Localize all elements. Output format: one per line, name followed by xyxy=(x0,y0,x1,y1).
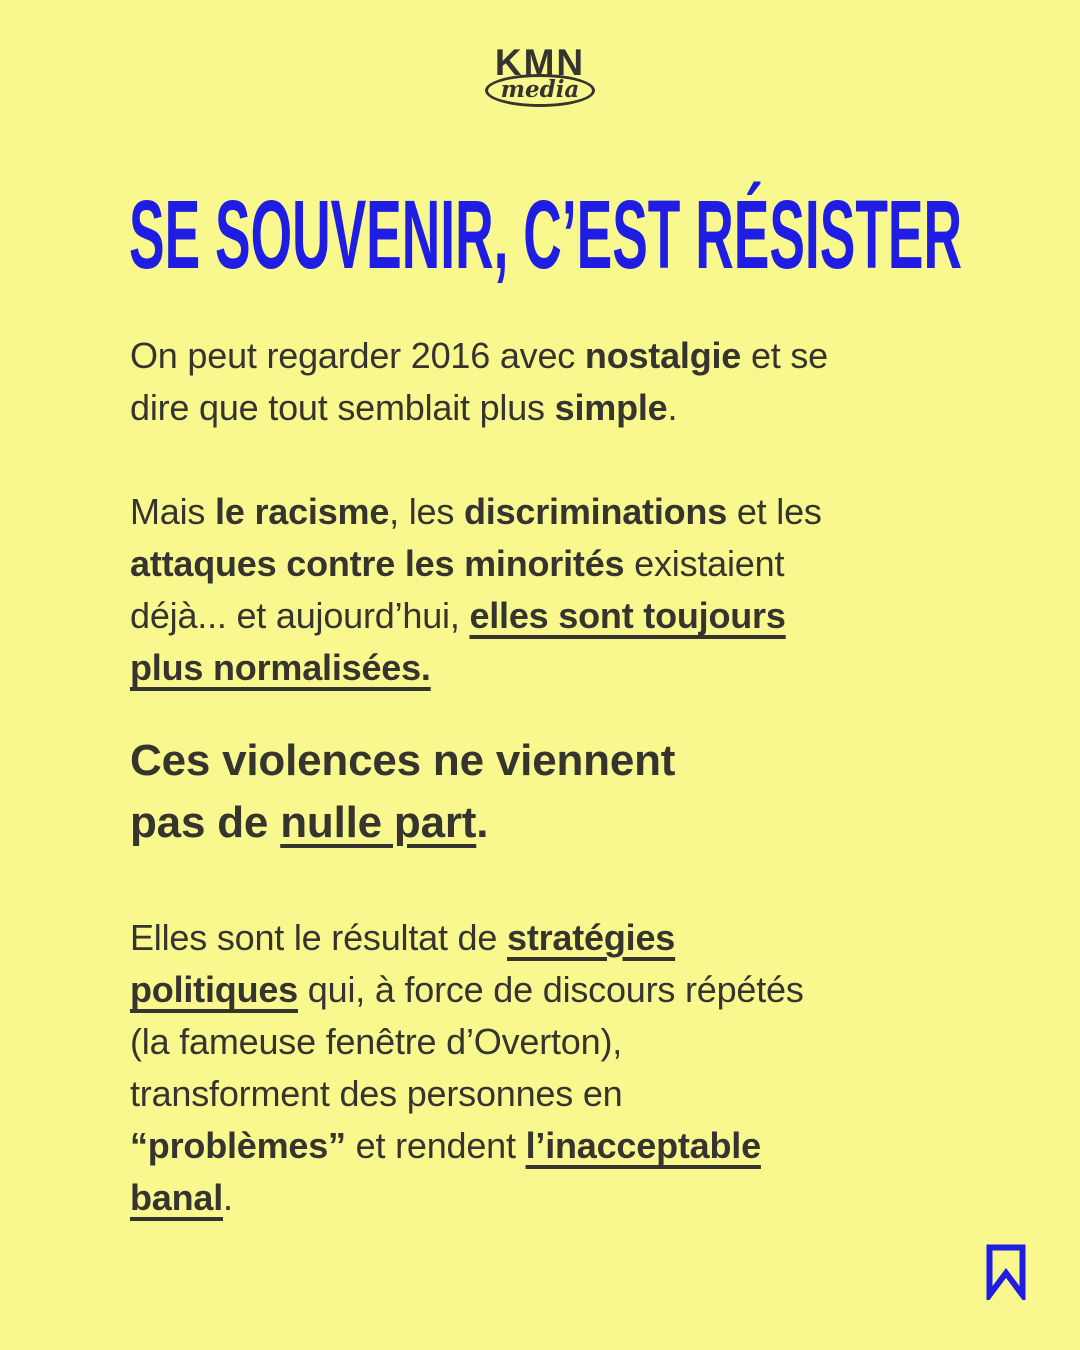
text-segment: . xyxy=(476,798,489,847)
text-segment: simple xyxy=(554,387,668,428)
text-segment: et rendent xyxy=(345,1125,526,1166)
text-segment: et se xyxy=(741,335,828,376)
text-segment: . xyxy=(223,1177,233,1218)
text-segment: déjà... et aujourd’hui, xyxy=(130,595,470,636)
text-segment: On peut regarder 2016 avec xyxy=(130,335,585,376)
text-segment: Mais xyxy=(130,491,216,532)
text-segment: nulle part xyxy=(280,798,477,847)
text-segment: , les xyxy=(389,491,464,532)
text-segment: elles sont toujours xyxy=(469,595,786,636)
text-segment: existaient xyxy=(624,543,785,584)
bookmark-icon[interactable] xyxy=(986,1244,1026,1300)
text-segment: attaques contre les minorités xyxy=(130,543,625,584)
logo-kmn-text: KMN xyxy=(494,42,586,83)
logo-media-text: media xyxy=(500,76,580,103)
text-segment: politiques xyxy=(130,969,298,1010)
text-segment: discriminations xyxy=(463,491,728,532)
paragraph xyxy=(130,330,970,434)
text-segment: stratégies xyxy=(507,917,676,958)
text-segment: “problèmes” xyxy=(130,1125,346,1166)
text-segment: et les xyxy=(727,491,822,532)
brand-logo xyxy=(0,44,1080,107)
text-segment: Elles sont le résultat de xyxy=(130,917,508,958)
paragraph xyxy=(130,730,970,854)
text-segment: le racisme xyxy=(215,491,390,532)
paragraph xyxy=(130,912,970,1224)
text-segment: . xyxy=(667,387,678,428)
text-blocks xyxy=(130,330,970,1224)
text-segment: dire que tout semblait plus xyxy=(130,387,555,428)
logo-media-badge xyxy=(485,74,595,107)
text-segment: (la fameuse fenêtre d’Overton), xyxy=(130,1021,623,1062)
text-segment: transforment des personnes en xyxy=(130,1073,623,1114)
text-segment: nostalgie xyxy=(584,335,742,376)
text-segment: pas de xyxy=(130,798,281,847)
text-segment: qui, à force de discours répétés xyxy=(298,969,804,1010)
text-segment: l’inacceptable xyxy=(525,1125,761,1166)
paragraph xyxy=(130,486,970,694)
page-title: SE SOUVENIR, C’EST RÉSISTER xyxy=(129,180,963,289)
text-segment: plus normalisées. xyxy=(130,647,431,688)
text-segment: banal xyxy=(130,1177,224,1218)
text-segment: Ces violences ne viennent xyxy=(130,736,676,785)
